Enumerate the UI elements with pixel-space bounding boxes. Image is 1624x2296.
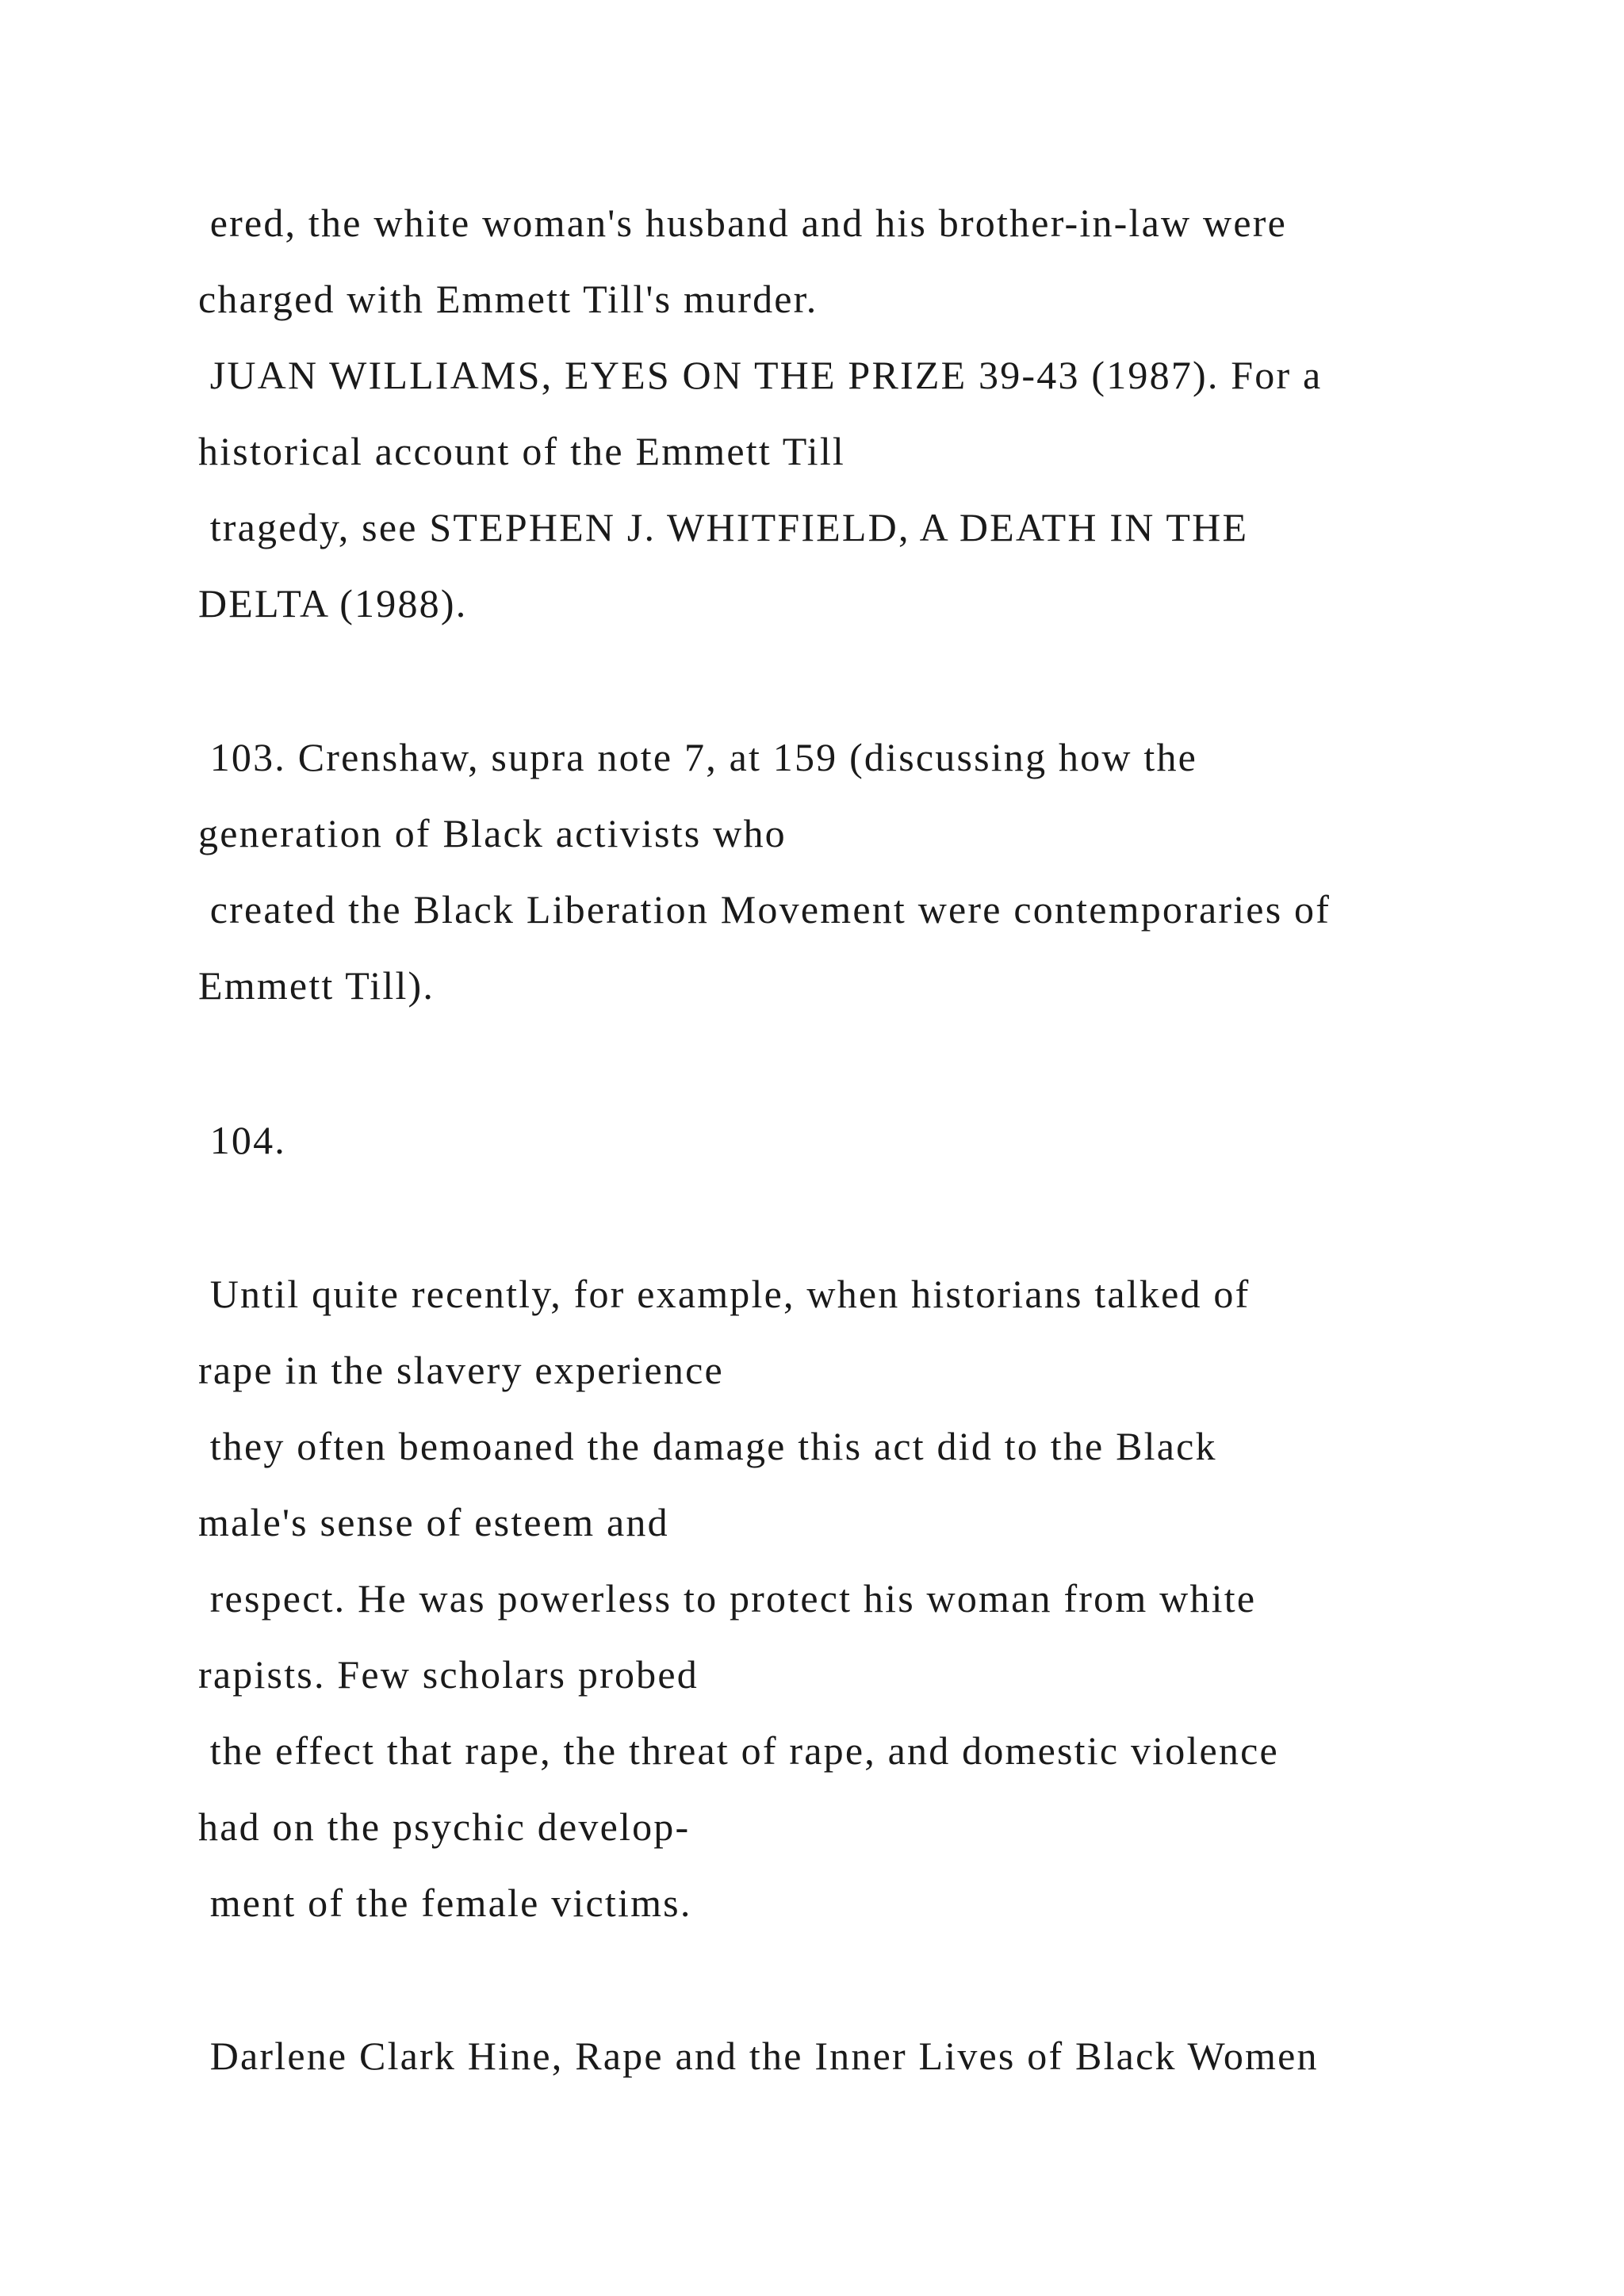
text-line: Emmett Till). xyxy=(198,963,435,1008)
quote-line: ment of the female victims. xyxy=(198,1881,692,1925)
text-line: charged with Emmett Till's murder. xyxy=(198,277,818,321)
text-line: ered, the white woman's husband and his brother-in-law were xyxy=(198,201,1287,245)
quote-line: male's sense of esteem and xyxy=(198,1500,669,1544)
text-line: tragedy, see STEPHEN J. WHITFIELD, A DEATH IN THE xyxy=(198,505,1249,549)
quote-line: had on the psychic develop- xyxy=(198,1804,691,1849)
quote-line: the effect that rape, the threat of rape, and domestic violence xyxy=(198,1728,1279,1773)
footnote-103: 103. Crenshaw, supra note 7, at 159 (discussing how the xyxy=(198,735,1198,779)
quote-line: they often bemoaned the damage this act did to the Black xyxy=(198,1424,1217,1468)
footnote-104: 104. xyxy=(198,1118,286,1162)
text-line: created the Black Liberation Movement were contemporaries of xyxy=(198,887,1331,932)
citation-line: Darlene Clark Hine, Rape and the Inner Lives of Black Women xyxy=(198,2034,1319,2078)
quote-line: rape in the slavery experience xyxy=(198,1348,724,1392)
text-line: historical account of the Emmett Till xyxy=(198,429,846,473)
quote-line: Until quite recently, for example, when historians talked of xyxy=(198,1272,1251,1316)
text-line: DELTA (1988). xyxy=(198,581,468,626)
quote-line: respect. He was powerless to protect his woman from white xyxy=(198,1576,1257,1621)
text-line: JUAN WILLIAMS, EYES ON THE PRIZE 39-43 (1987). For a xyxy=(198,353,1323,397)
quote-line: rapists. Few scholars probed xyxy=(198,1652,699,1697)
text-line: generation of Black activists who xyxy=(198,811,787,855)
